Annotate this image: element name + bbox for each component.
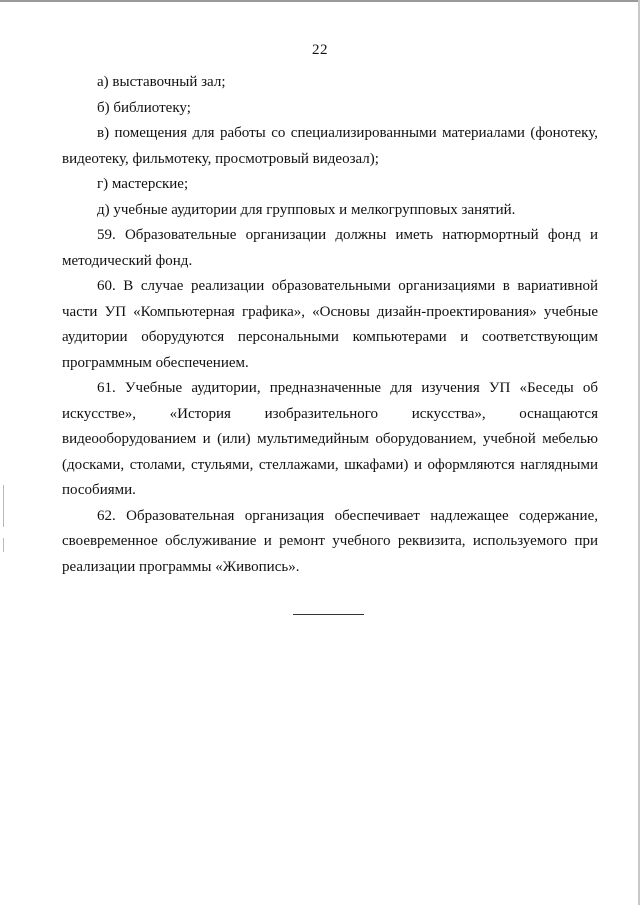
- scan-mark: [3, 485, 4, 527]
- scan-top-border: [0, 0, 640, 2]
- list-item-d: д) учебные аудитории для групповых и мелкогрупповых занятий.: [97, 201, 516, 218]
- list-item-g: г) мастерские;: [97, 176, 189, 192]
- page-number: 22: [312, 42, 328, 58]
- paragraph-59: 59. Образовательные организации должны иметь натюрмортный фонд и методический фонд.: [62, 227, 598, 269]
- list-item-b: б) библиотеку;: [97, 99, 191, 116]
- list-item-v: в) помещения для работы со специализированными материалами (фонотеку, видеотеку, фильмотеку, просмотровый видеозал);: [62, 125, 598, 167]
- document-body: [62, 70, 598, 580]
- scan-mark: [3, 538, 4, 552]
- paragraph-60: 60. В случае реализации образовательными организациями в вариативной части УП «Компьютерная графика», «Основы дизайн-проектирования» учебные аудитории оборудуются персональными компьютерами и соответствующим программным обеспечением.: [62, 278, 598, 371]
- list-item-a: а) выставочный зал;: [97, 74, 226, 90]
- paragraph-62: 62. Образовательная организация обеспечивает надлежащее содержание, своевременное обслуживание и ремонт учебного реквизита, используемого при реализации программы «Живопись».: [62, 507, 598, 575]
- end-separator-line: [293, 614, 364, 615]
- paragraph-61: 61. Учебные аудитории, предназначенные для изучения УП «Беседы об искусстве», «История изобразительного искусства», оснащаются видеооборудованием и (или) мультимедийным оборудованием, учебной мебелью (досками, столами, стульями, стеллажами, шкафами) и оформляются наглядными пособиями.: [62, 380, 598, 498]
